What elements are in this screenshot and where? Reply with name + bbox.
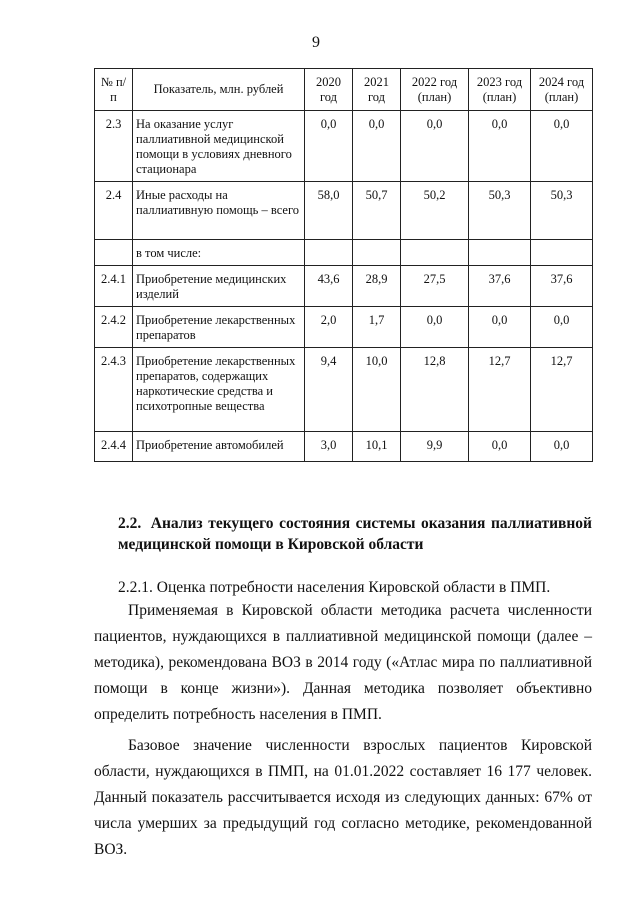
section-title: Анализ текущего состояния системы оказания паллиативной медицинской помощи в Кировской области — [118, 515, 592, 553]
table-row — [95, 307, 593, 348]
column-header: 2022 год (план) — [401, 69, 469, 111]
table-body — [95, 111, 593, 462]
value-cell — [469, 240, 531, 266]
value-cell — [401, 240, 469, 266]
row-indicator: Приобретение медицинских изделий — [133, 266, 305, 307]
value-cell: 50,3 — [469, 182, 531, 240]
value-cell: 0,0 — [469, 111, 531, 182]
value-cell: 0,0 — [401, 307, 469, 348]
value-cell: 9,9 — [401, 432, 469, 462]
column-header: 2020 год — [305, 69, 353, 111]
row-code: 2.4.4 — [95, 432, 133, 462]
column-header: 2021 год — [353, 69, 401, 111]
row-indicator: Приобретение лекарственных препаратов — [133, 307, 305, 348]
row-code: 2.4 — [95, 182, 133, 240]
row-indicator: Приобретение лекарственных препаратов, содержащих наркотические средства и психотропные вещества — [133, 348, 305, 432]
table-row — [95, 111, 593, 182]
value-cell: 0,0 — [469, 307, 531, 348]
value-cell: 28,9 — [353, 266, 401, 307]
value-cell: 43,6 — [305, 266, 353, 307]
value-cell — [353, 240, 401, 266]
value-cell: 50,7 — [353, 182, 401, 240]
subsection-heading: 2.2.1. Оценка потребности населения Кировской области в ПМП. — [118, 579, 551, 596]
column-header: 2023 год (план) — [469, 69, 531, 111]
row-code: 2.4.3 — [95, 348, 133, 432]
value-cell: 37,6 — [531, 266, 593, 307]
value-cell: 3,0 — [305, 432, 353, 462]
value-cell: 50,3 — [531, 182, 593, 240]
value-cell: 9,4 — [305, 348, 353, 432]
column-header: Показатель, млн. рублей — [133, 69, 305, 111]
paragraph: Базовое значение численности взрослых пациентов Кировской области, нуждающихся в ПМП, на 01.01.2022 составляет 16 177 человек. Данный показатель рассчитывается исходя из следующих данных: 67% от числа умерших за предыдущий год согласно методике, рекомендованной ВОЗ. — [94, 737, 592, 858]
row-code: 2.3 — [95, 111, 133, 182]
value-cell: 12,7 — [469, 348, 531, 432]
budget-table — [94, 68, 593, 462]
row-indicator: в том числе: — [133, 240, 305, 266]
value-cell — [531, 240, 593, 266]
table-row — [95, 348, 593, 432]
value-cell: 2,0 — [305, 307, 353, 348]
row-code — [95, 240, 133, 266]
row-indicator: Приобретение автомобилей — [133, 432, 305, 462]
value-cell: 10,1 — [353, 432, 401, 462]
value-cell: 0,0 — [531, 432, 593, 462]
column-header: № п/п — [95, 69, 133, 111]
row-code: 2.4.1 — [95, 266, 133, 307]
value-cell: 0,0 — [531, 111, 593, 182]
value-cell: 10,0 — [353, 348, 401, 432]
column-header: 2024 год (план) — [531, 69, 593, 111]
table-row — [95, 432, 593, 462]
value-cell: 27,5 — [401, 266, 469, 307]
value-cell: 12,7 — [531, 348, 593, 432]
section-heading — [118, 513, 592, 555]
value-cell: 0,0 — [401, 111, 469, 182]
row-code: 2.4.2 — [95, 307, 133, 348]
value-cell: 0,0 — [469, 432, 531, 462]
value-cell: 0,0 — [305, 111, 353, 182]
row-indicator: На оказание услуг паллиативной медицинской помощи в условиях дневного стационара — [133, 111, 305, 182]
paragraph: Применяемая в Кировской области методика расчета численности пациентов, нуждающихся в паллиативной медицинской помощи (далее – методика), рекомендована ВОЗ в 2014 году («Атлас мира по паллиативной помощи в конце жизни»). Данная методика позволяет объективно определить потребность населения в ПМП. — [94, 602, 592, 723]
value-cell — [305, 240, 353, 266]
value-cell: 58,0 — [305, 182, 353, 240]
table-header — [95, 69, 593, 111]
table-row — [95, 182, 593, 240]
value-cell: 12,8 — [401, 348, 469, 432]
value-cell: 1,7 — [353, 307, 401, 348]
section-number: 2.2. — [118, 515, 142, 532]
row-indicator: Иные расходы на паллиативную помощь – всего — [133, 182, 305, 240]
value-cell: 37,6 — [469, 266, 531, 307]
table-row — [95, 266, 593, 307]
page-number: 9 — [312, 34, 320, 51]
value-cell: 50,2 — [401, 182, 469, 240]
value-cell: 0,0 — [531, 307, 593, 348]
table-row — [95, 240, 593, 266]
value-cell: 0,0 — [353, 111, 401, 182]
